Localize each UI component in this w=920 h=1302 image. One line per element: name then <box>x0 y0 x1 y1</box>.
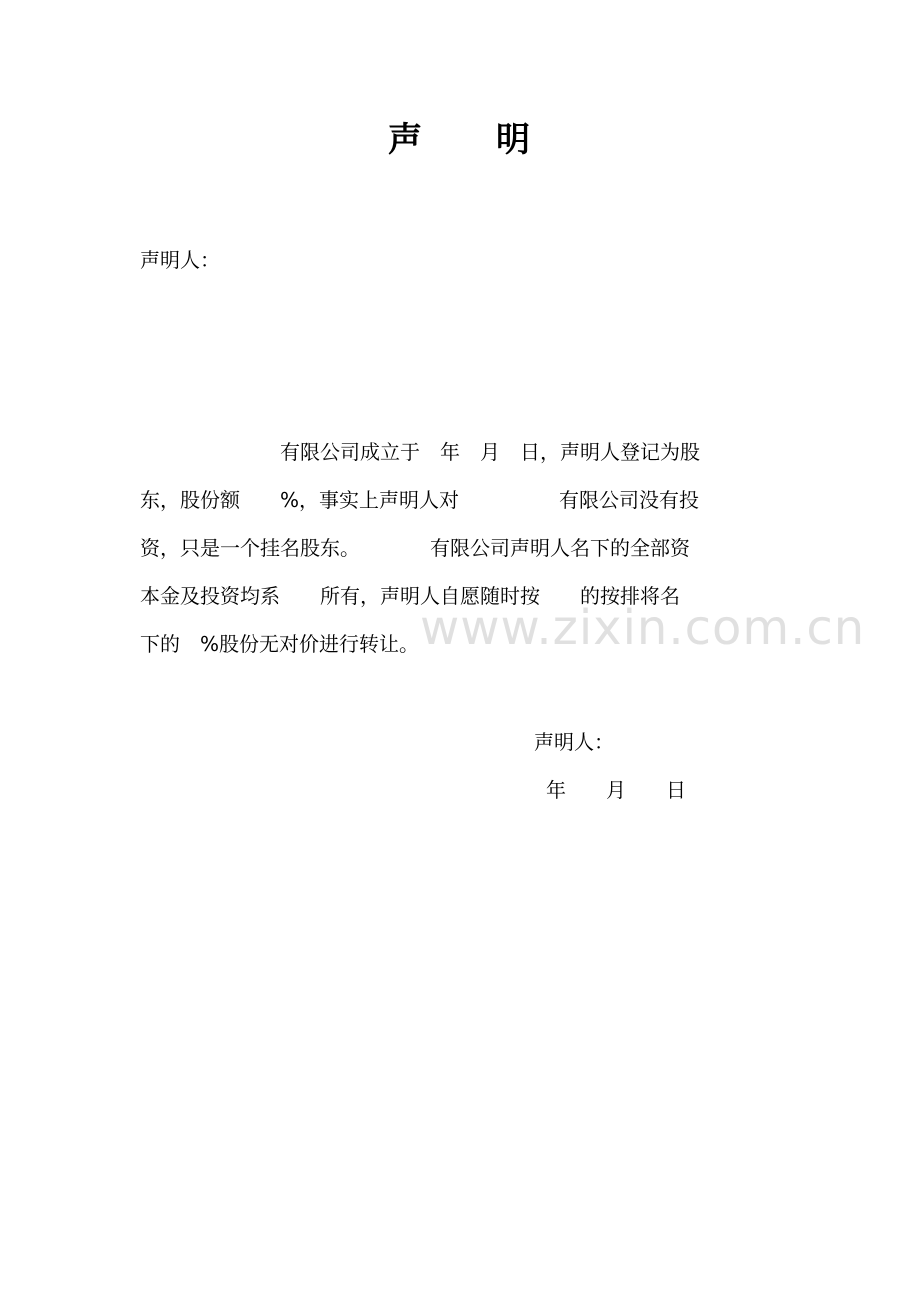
body-line-4: 本金及投资均系 所有，声明人自愿随时按 的按排将名 <box>140 584 680 608</box>
signature-label: 声明人： <box>534 730 614 754</box>
document-title: 声 明 <box>388 120 532 160</box>
watermark-text: www.zixin.com.cn <box>420 600 866 656</box>
signature-date: 年 月 日 <box>546 778 686 802</box>
body-line-2: 东，股份额 %，事实上声明人对 有限公司没有投 <box>140 488 700 512</box>
body-line-1: 有限公司成立于 年 月 日，声明人登记为股 <box>140 440 700 464</box>
body-line-5: 下的 %股份无对价进行转让。 <box>140 632 420 656</box>
body-line-3: 资，只是一个挂名股东。 有限公司声明人名下的全部资 <box>140 536 690 560</box>
declarant-label: 声明人： <box>140 248 220 272</box>
